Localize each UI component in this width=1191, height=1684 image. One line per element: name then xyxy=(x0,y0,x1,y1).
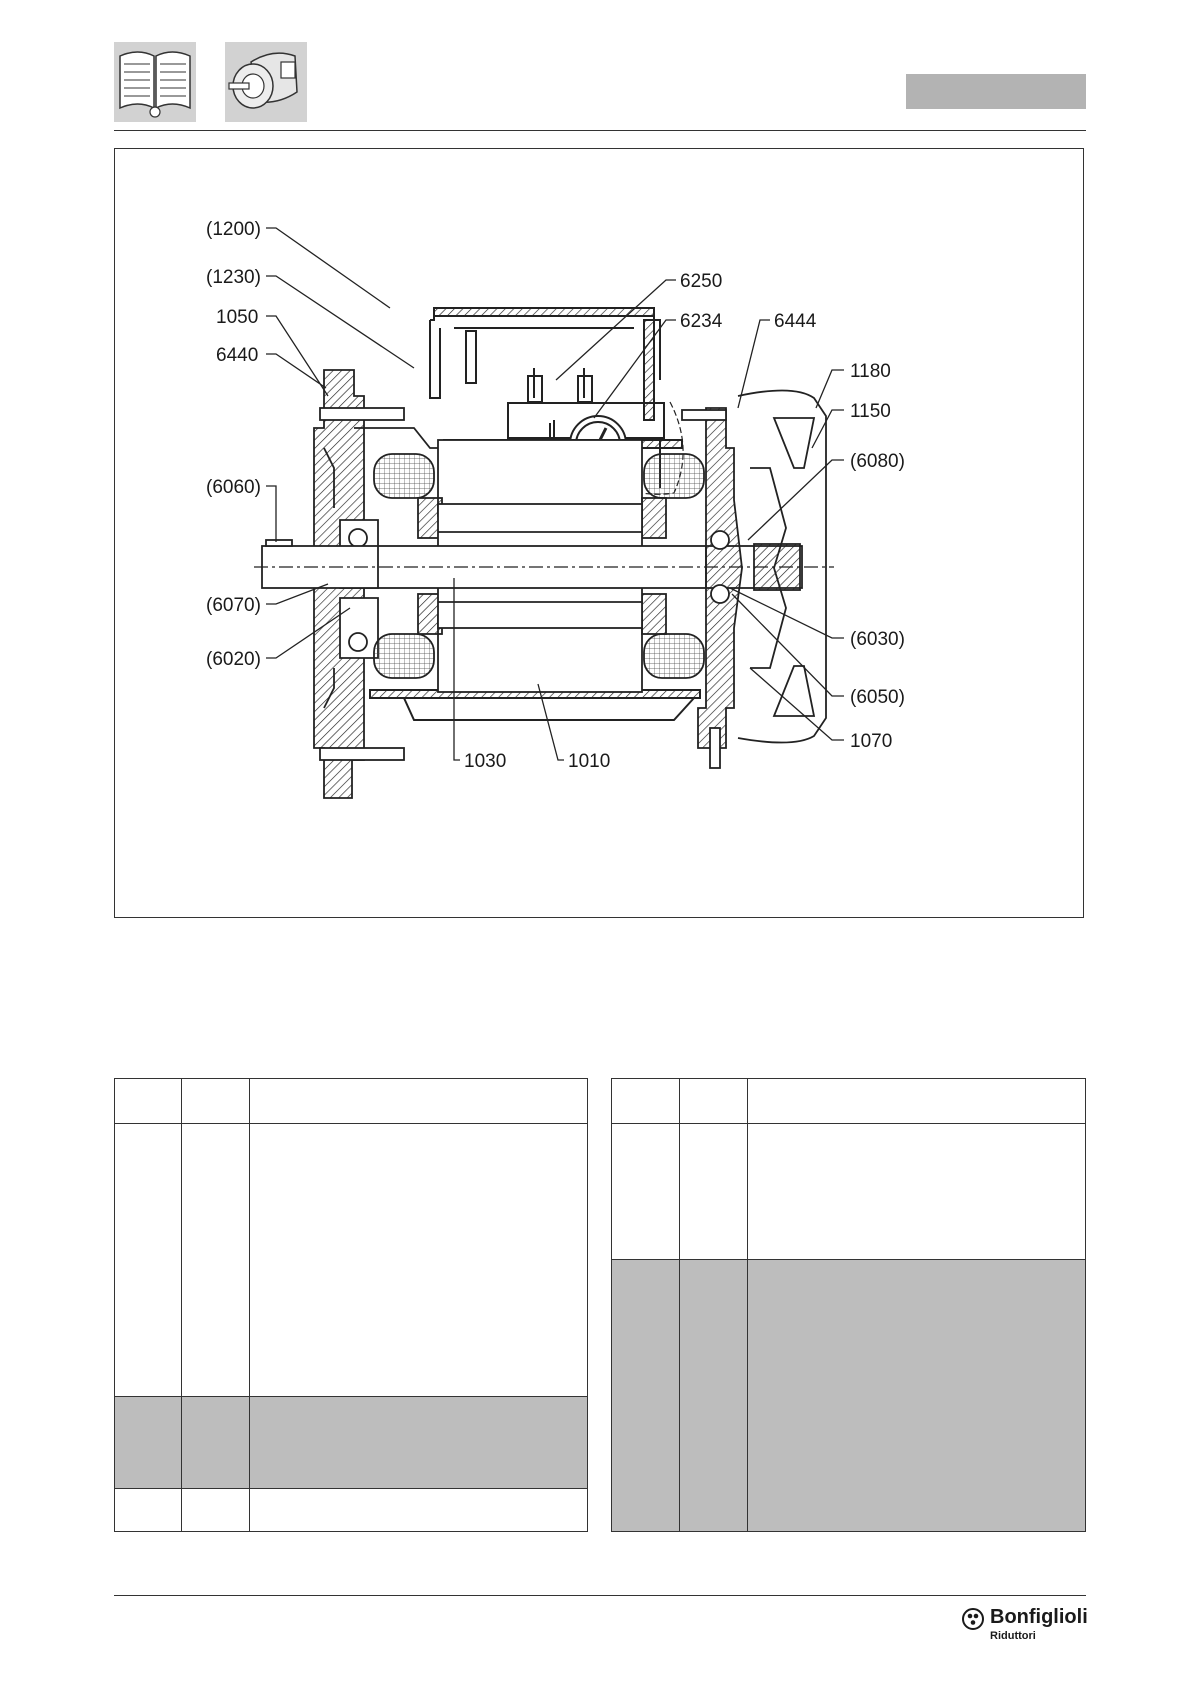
table-row xyxy=(115,1124,588,1397)
label-6234: 6234 xyxy=(680,311,723,332)
header-cell xyxy=(250,1079,588,1124)
header-badge xyxy=(906,74,1086,109)
header-cell xyxy=(182,1079,250,1124)
bonfiglioli-logo-icon xyxy=(962,1608,984,1630)
motor-cross-section-diagram xyxy=(114,148,1084,918)
label-6060: (6060) xyxy=(206,477,261,498)
table-header-row xyxy=(612,1079,1086,1124)
book-icon xyxy=(114,42,196,122)
label-6080: (6080) xyxy=(850,451,905,472)
brand-logo xyxy=(960,1606,1090,1650)
table-row xyxy=(612,1124,1086,1260)
header-cell xyxy=(680,1079,748,1124)
header-cell xyxy=(115,1079,182,1124)
header-cell xyxy=(748,1079,1086,1124)
table-header-row xyxy=(115,1079,588,1124)
label-1010: 1010 xyxy=(568,751,611,772)
label-6070: (6070) xyxy=(206,595,261,616)
label-6030: (6030) xyxy=(850,629,905,650)
label-6020: (6020) xyxy=(206,649,261,670)
label-6444: 6444 xyxy=(774,311,817,332)
table-row xyxy=(115,1489,588,1532)
brand-subtitle: Riduttori xyxy=(990,1630,1036,1642)
label-1230: (1230) xyxy=(206,267,261,288)
label-6440: 6440 xyxy=(216,345,259,366)
label-1150: 1150 xyxy=(850,401,891,422)
header-cell xyxy=(612,1079,680,1124)
motor-icon xyxy=(225,42,307,122)
label-1050: 1050 xyxy=(216,307,259,328)
table-row-shaded xyxy=(612,1260,1086,1532)
label-1070: 1070 xyxy=(850,731,893,752)
header-rule xyxy=(114,130,1086,131)
table-row-shaded xyxy=(115,1397,588,1489)
shaft xyxy=(254,540,834,588)
parts-table-left xyxy=(114,1078,588,1532)
footer-rule xyxy=(114,1595,1086,1596)
parts-table-right xyxy=(611,1078,1086,1532)
label-6250: 6250 xyxy=(680,271,723,292)
brand-name: Bonfiglioli xyxy=(990,1606,1088,1628)
label-1180: 1180 xyxy=(850,361,891,382)
label-1200: (1200) xyxy=(206,219,261,240)
label-1030: 1030 xyxy=(464,751,507,772)
label-6050: (6050) xyxy=(850,687,905,708)
